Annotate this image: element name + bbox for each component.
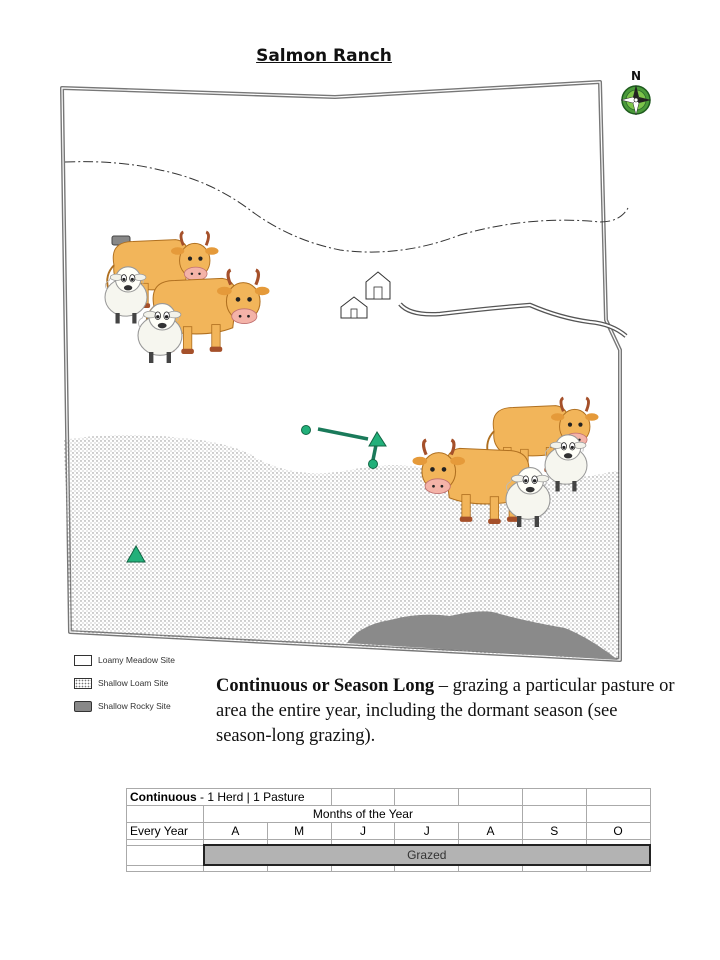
water-pipeline (302, 426, 378, 469)
month-cell: A (459, 823, 523, 840)
month-cell: A (204, 823, 268, 840)
compass-rose-icon (621, 85, 651, 115)
legend-label: Shallow Rocky Site (98, 701, 171, 711)
barn-icon (366, 272, 390, 299)
month-cell: M (267, 823, 331, 840)
house-icon (341, 297, 367, 318)
north-label: N (630, 69, 642, 83)
table-row (127, 865, 651, 872)
legend-label: Shallow Loam Site (98, 678, 169, 688)
legend-label: Loamy Meadow Site (98, 655, 176, 665)
creek-line (65, 162, 628, 252)
month-cell: O (586, 823, 650, 840)
legend-item-loamy (74, 653, 175, 667)
sheep-icon (138, 304, 182, 363)
table-title: Continuous - 1 Herd | 1 Pasture (127, 789, 332, 806)
month-cell: J (331, 823, 395, 840)
grazed-bar: Grazed (204, 845, 651, 865)
table-row (127, 789, 651, 806)
month-cell: S (522, 823, 586, 840)
loamy-swatch (74, 655, 92, 666)
grazing-schedule-table (126, 788, 651, 872)
row-label: Every Year (127, 823, 204, 840)
month-cell: J (395, 823, 459, 840)
road (400, 304, 626, 336)
legend-item-shallow-rocky (74, 699, 171, 713)
shallow-loam-swatch (74, 678, 92, 689)
description-text: grazing a particular pasture or area the entire year, including the dormant season (see season-long grazing). (216, 676, 675, 746)
shallow-rocky-swatch (74, 701, 92, 712)
table-row (127, 806, 651, 823)
description-dash: – (434, 676, 453, 696)
table-row (127, 845, 651, 865)
livestock-group-north (105, 232, 270, 363)
grazing-description (216, 674, 676, 749)
sheep-icon (105, 267, 147, 324)
map-title: Salmon Ranch (256, 46, 392, 66)
months-header: Months of the Year (204, 806, 523, 823)
table-row (127, 823, 651, 840)
water-trough-icon (369, 432, 386, 446)
legend-item-shallow-loam (74, 676, 168, 690)
description-term: Continuous or Season Long (216, 676, 435, 696)
